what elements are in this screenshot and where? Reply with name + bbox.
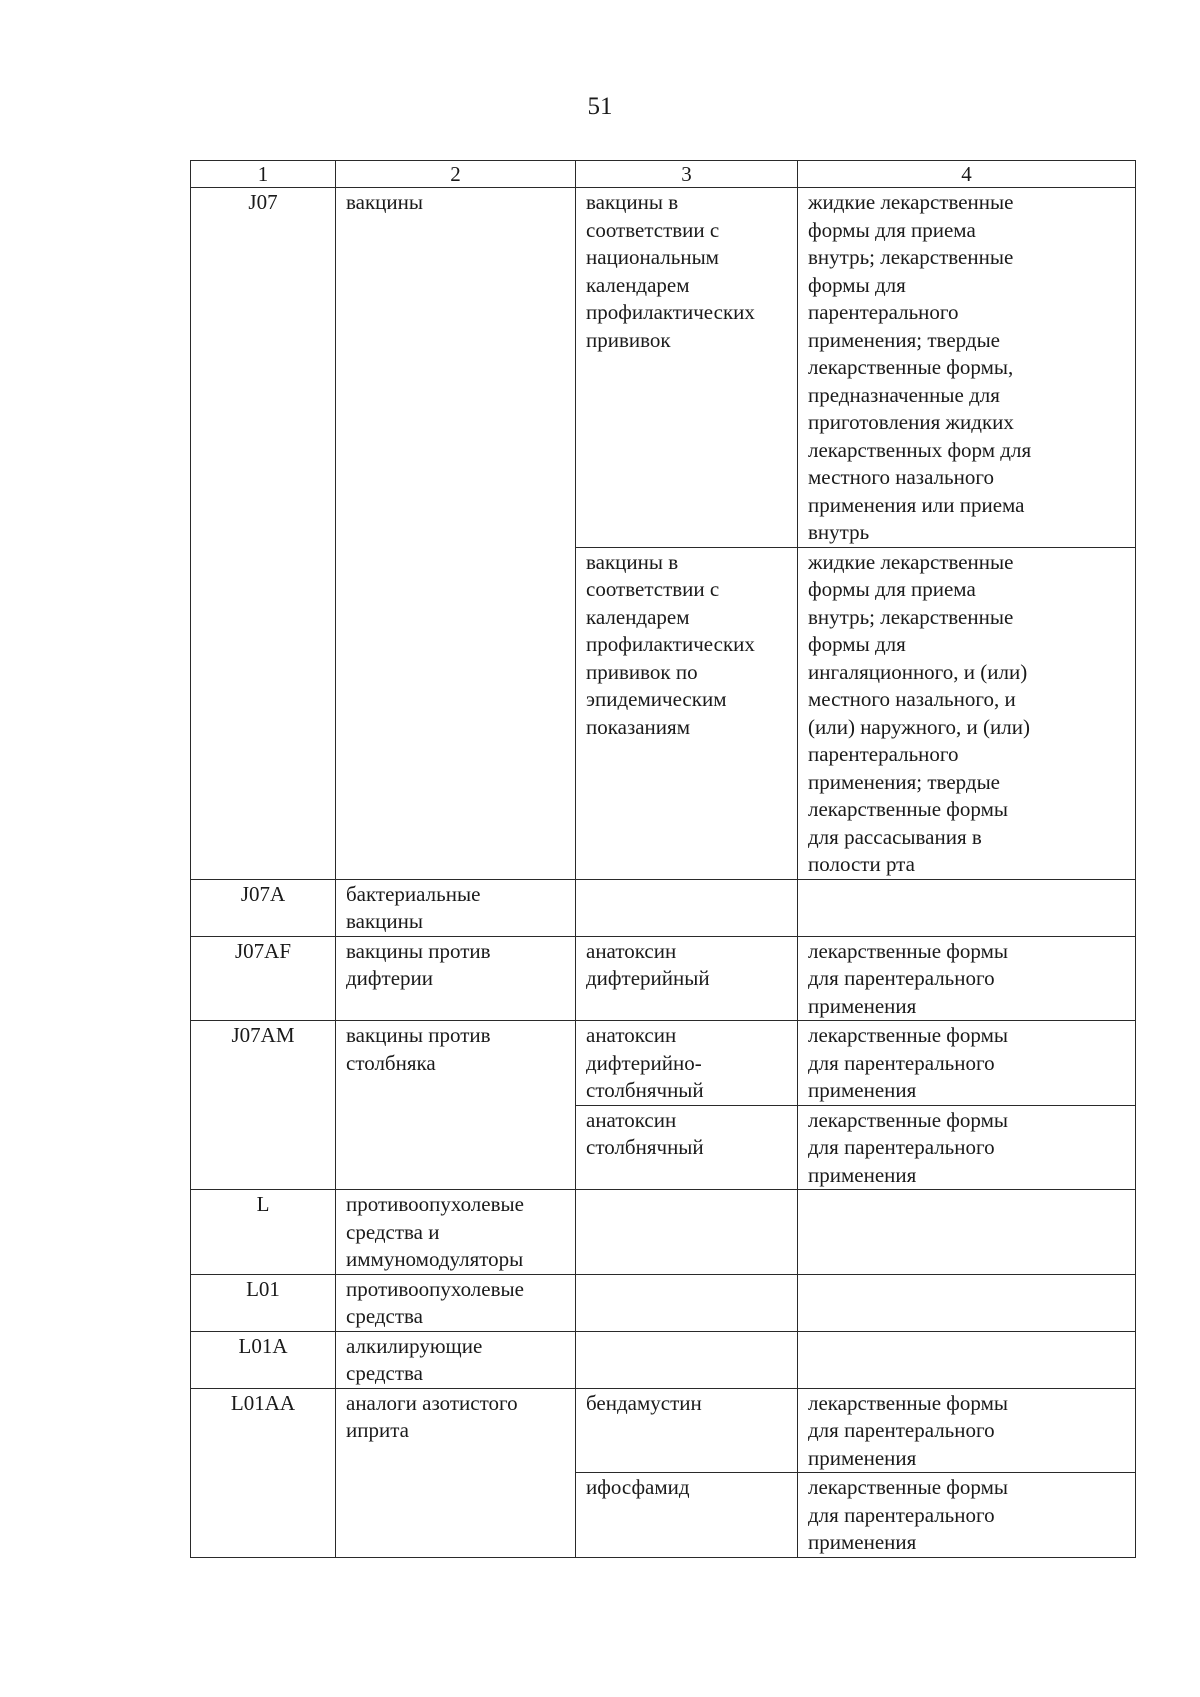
group-name-cell: алкилирующие средства <box>336 1331 576 1388</box>
table-body <box>191 188 1136 1558</box>
dosage-form-cell: лекарственные формы для парентерального применения <box>798 936 1136 1021</box>
drug-name-cell: анатоксин дифтерийно- столбнячный <box>576 1021 798 1106</box>
group-name-cell: вакцины <box>336 188 576 880</box>
column-header-3: 3 <box>576 161 798 188</box>
table-row <box>191 1190 1136 1275</box>
page-number: 51 <box>587 93 613 120</box>
table-row <box>191 936 1136 1021</box>
drug-name-cell: анатоксин столбнячный <box>576 1105 798 1190</box>
atc-code-cell: J07AM <box>191 1021 336 1190</box>
column-header-4: 4 <box>798 161 1136 188</box>
atc-code-cell: L <box>191 1190 336 1275</box>
drug-name-cell <box>576 1190 798 1275</box>
dosage-form-cell: лекарственные формы для парентерального применения <box>798 1021 1136 1106</box>
header-row <box>191 161 1136 188</box>
dosage-form-cell <box>798 1274 1136 1331</box>
drug-name-cell: бендамустин <box>576 1388 798 1473</box>
atc-code-cell: L01AA <box>191 1388 336 1557</box>
drug-name-cell: вакцины в соответствии с календарем профилактических прививок по эпидемическим показаниям <box>576 547 798 879</box>
drug-table <box>190 160 1136 1558</box>
drug-name-cell: вакцины в соответствии с национальным календарем профилактических прививок <box>576 188 798 548</box>
dosage-form-cell <box>798 879 1136 936</box>
table-row <box>191 188 1136 548</box>
atc-code-cell: J07AF <box>191 936 336 1021</box>
atc-code-cell: J07A <box>191 879 336 936</box>
table-header <box>191 161 1136 188</box>
group-name-cell: аналоги азотистого иприта <box>336 1388 576 1557</box>
dosage-form-cell: жидкие лекарственные формы для приема внутрь; лекарственные формы для ингаляционного, и (или) местного назального, и (или) наружного, и (или) парентерального применения; твердые лекарственные формы для рассасывания в полости рта <box>798 547 1136 879</box>
atc-code-cell: J07 <box>191 188 336 880</box>
group-name-cell: бактериальные вакцины <box>336 879 576 936</box>
drug-name-cell <box>576 1331 798 1388</box>
table-row <box>191 1331 1136 1388</box>
column-header-2: 2 <box>336 161 576 188</box>
dosage-form-cell <box>798 1331 1136 1388</box>
group-name-cell: противоопухолевые средства <box>336 1274 576 1331</box>
atc-code-cell: L01 <box>191 1274 336 1331</box>
dosage-form-cell: лекарственные формы для парентерального применения <box>798 1105 1136 1190</box>
table-row <box>191 1021 1136 1106</box>
dosage-form-cell: лекарственные формы для парентерального применения <box>798 1473 1136 1558</box>
group-name-cell: вакцины против столбняка <box>336 1021 576 1190</box>
drug-name-cell: анатоксин дифтерийный <box>576 936 798 1021</box>
table-row <box>191 1274 1136 1331</box>
dosage-form-cell: жидкие лекарственные формы для приема внутрь; лекарственные формы для парентерального применения; твердые лекарственные формы, предназначенные для приготовления жидких лекарственных форм для местного назального применения или приема внутрь <box>798 188 1136 548</box>
column-header-1: 1 <box>191 161 336 188</box>
table-row <box>191 1388 1136 1473</box>
group-name-cell: противоопухолевые средства и иммуномодуляторы <box>336 1190 576 1275</box>
dosage-form-cell <box>798 1190 1136 1275</box>
atc-code-cell: L01A <box>191 1331 336 1388</box>
table-row <box>191 879 1136 936</box>
drug-name-cell <box>576 1274 798 1331</box>
drug-name-cell: ифосфамид <box>576 1473 798 1558</box>
dosage-form-cell: лекарственные формы для парентерального применения <box>798 1388 1136 1473</box>
drug-name-cell <box>576 879 798 936</box>
group-name-cell: вакцины против дифтерии <box>336 936 576 1021</box>
